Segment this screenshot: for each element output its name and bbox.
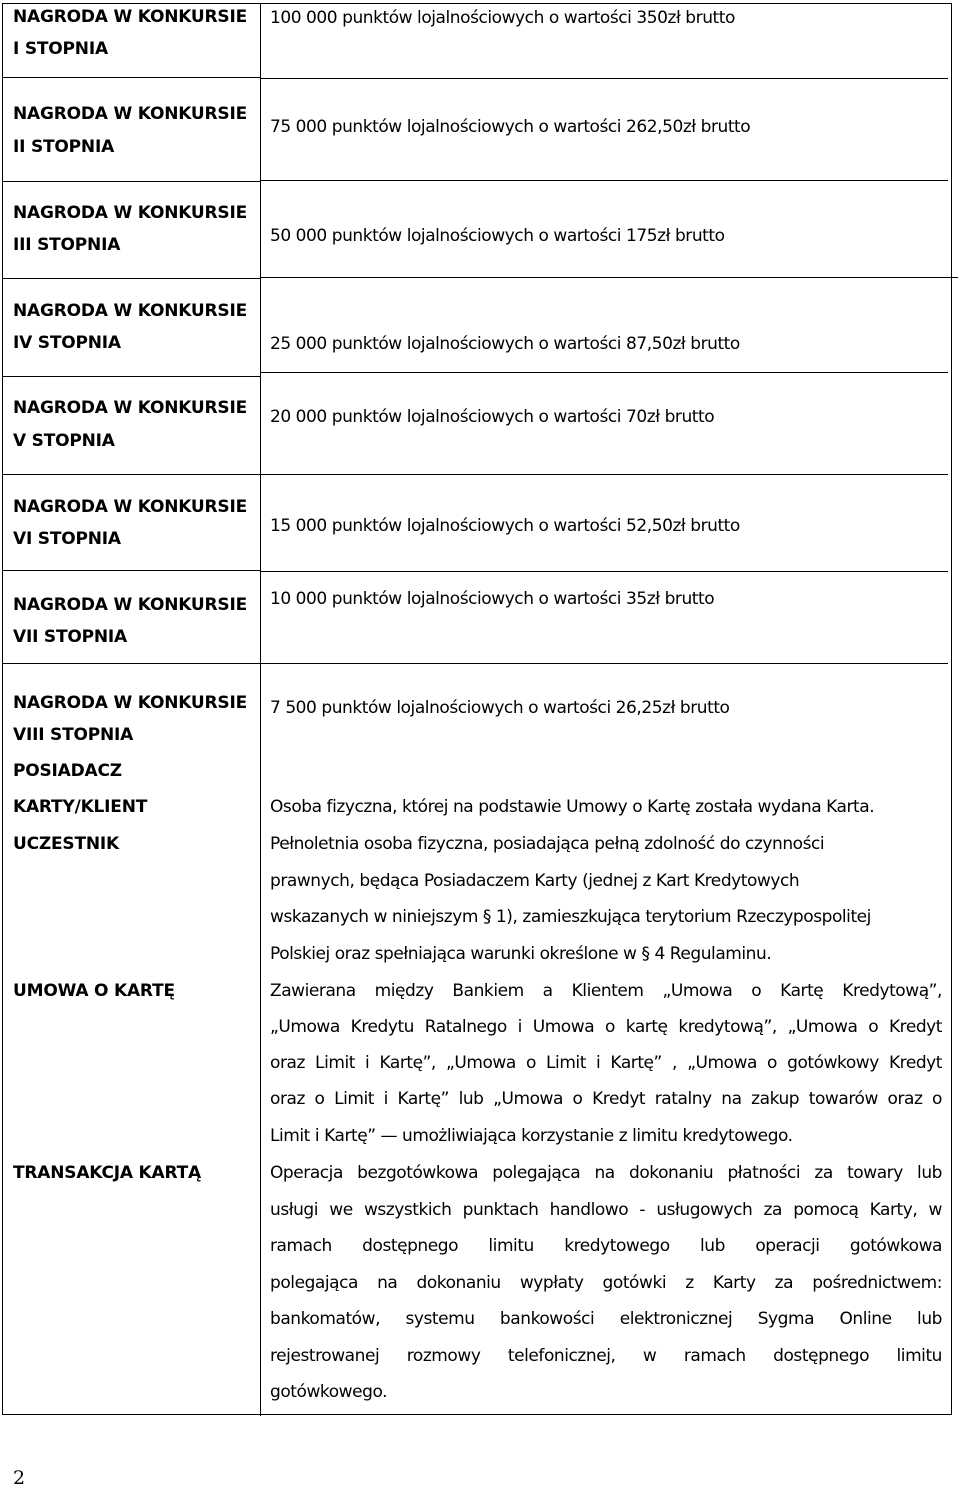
prize-label-2: NAGRODA W KONKURSIE	[13, 104, 247, 124]
prize-value-6: 15 000 punktów lojalnościowych o wartości 52,50zł brutto	[270, 516, 740, 536]
prize-value-8: 7 500 punktów lojalnościowych o wartości 26,25zł brutto	[270, 698, 730, 718]
posiadacz-label-2: KARTY/KLIENT	[13, 797, 148, 817]
prize-label-7: NAGRODA W KONKURSIE	[13, 595, 247, 615]
prize-label-6: NAGRODA W KONKURSIE	[13, 497, 247, 517]
uczestnik-line: prawnych, będąca Posiadaczem Karty (jednej z Kart Kredytowych	[270, 871, 800, 891]
value-underline	[260, 372, 948, 373]
uczestnik-label: UCZESTNIK	[13, 834, 119, 854]
row-separator	[2, 376, 260, 377]
prize-value-4: 25 000 punktów lojalnościowych o wartości 87,50zł brutto	[270, 334, 740, 354]
page-number: 2	[13, 1467, 26, 1489]
umowa-line: oraz Limit i Kartę”, „Umowa o Limit i Kartę” , „Umowa o gotówkowy Kredyt	[270, 1053, 942, 1073]
value-underline	[260, 277, 958, 278]
prize-rank-4: IV STOPNIA	[13, 333, 121, 353]
value-underline	[260, 180, 948, 181]
prize-value-5: 20 000 punktów lojalnościowych o wartości 70zł brutto	[270, 407, 715, 427]
prize-label-5: NAGRODA W KONKURSIE	[13, 398, 247, 418]
prize-value-7: 10 000 punktów lojalnościowych o wartości 35zł brutto	[270, 589, 715, 609]
prize-rank-1: I STOPNIA	[13, 39, 108, 59]
transakcja-line: ramach dostępnego limitu kredytowego lub operacji gotówkowa	[270, 1236, 942, 1256]
transakcja-line: Operacja bezgotówkowa polegająca na dokonaniu płatności za towary lub	[270, 1163, 942, 1183]
posiadacz-label: POSIADACZ	[13, 761, 122, 781]
transakcja-line: gotówkowego.	[270, 1382, 388, 1402]
umowa-label: UMOWA O KARTĘ	[13, 981, 175, 1001]
row-separator	[2, 474, 260, 475]
row-separator	[2, 278, 260, 279]
prize-value-2: 75 000 punktów lojalnościowych o wartości 262,50zł brutto	[270, 117, 751, 137]
row-separator	[2, 570, 260, 571]
prize-rank-7: VII STOPNIA	[13, 627, 127, 647]
value-underline	[260, 663, 948, 664]
uczestnik-line: wskazanych w niniejszym § 1), zamieszkująca terytorium Rzeczypospolitej	[270, 907, 871, 927]
transakcja-line: usługi we wszystkich punktach handlowo - usługowych za pomocą Karty, w	[270, 1200, 942, 1220]
prize-label-8: NAGRODA W KONKURSIE	[13, 693, 247, 713]
uczestnik-line: Polskiej oraz spełniająca warunki określone w § 4 Regulaminu.	[270, 944, 772, 964]
prize-label-4: NAGRODA W KONKURSIE	[13, 301, 247, 321]
umowa-line: Zawierana między Bankiem a Klientem „Umowa o Kartę Kredytową”,	[270, 981, 942, 1001]
value-underline	[260, 571, 948, 572]
row-separator	[2, 663, 260, 664]
row-separator	[2, 181, 260, 182]
prize-label-1: NAGRODA W KONKURSIE	[13, 7, 247, 27]
umowa-line: oraz o Limit i Kartę” lub „Umowa o Kredyt ratalny na zakup towarów oraz o	[270, 1089, 942, 1109]
prize-rank-8: VIII STOPNIA	[13, 725, 134, 745]
row-separator	[2, 77, 260, 78]
prize-value-1: 100 000 punktów lojalnościowych o wartości 350zł brutto	[270, 8, 735, 28]
prize-rank-5: V STOPNIA	[13, 431, 115, 451]
prize-value-3: 50 000 punktów lojalnościowych o wartości 175zł brutto	[270, 226, 725, 246]
umowa-line: Limit i Kartę” — umożliwiająca korzystanie z limitu kredytowego.	[270, 1126, 793, 1146]
value-underline	[260, 474, 948, 475]
posiadacz-definition: Osoba fizyczna, której na podstawie Umowy o Kartę została wydana Karta.	[270, 797, 875, 817]
uczestnik-line: Pełnoletnia osoba fizyczna, posiadająca pełną zdolność do czynności	[270, 834, 825, 854]
transakcja-line: polegająca na dokonaniu wypłaty gotówki z Karty za pośrednictwem:	[270, 1273, 942, 1293]
transakcja-line: bankomatów, systemu bankowości elektronicznej Sygma Online lub	[270, 1309, 942, 1329]
umowa-line: „Umowa Kredytu Ratalnego i Umowa o kartę kredytową”, „Umowa o Kredyt	[270, 1017, 942, 1037]
prize-rank-3: III STOPNIA	[13, 235, 121, 255]
value-underline	[260, 78, 948, 79]
transakcja-label: TRANSAKCJA KARTĄ	[13, 1163, 201, 1183]
transakcja-line: rejestrowanej rozmowy telefonicznej, w ramach dostępnego limitu	[270, 1346, 942, 1366]
prize-rank-2: II STOPNIA	[13, 137, 115, 157]
column-divider	[260, 3, 261, 1416]
prize-label-3: NAGRODA W KONKURSIE	[13, 203, 247, 223]
prize-rank-6: VI STOPNIA	[13, 529, 121, 549]
